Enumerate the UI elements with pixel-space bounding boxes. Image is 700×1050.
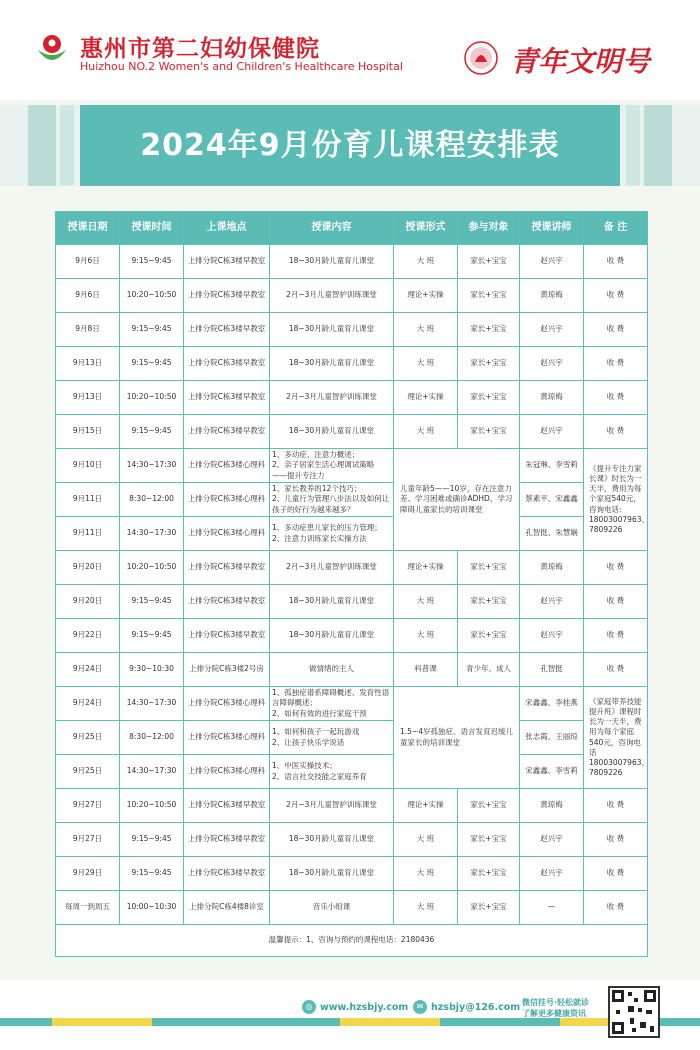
table-cell: 上排分院C栋3楼心理科 <box>184 755 270 789</box>
table-cell: 家长+宝宝 <box>458 381 520 415</box>
table-cell: 8:30~12:00 <box>120 721 184 755</box>
table-row <box>56 619 648 653</box>
table-row <box>56 789 648 823</box>
wechat-text <box>522 997 602 1019</box>
table-cell: 收 费 <box>584 381 648 415</box>
table-cell: 10:20~10:50 <box>120 381 184 415</box>
table-cell: 上排分院C栋3楼早教室 <box>184 619 270 653</box>
table-cell: 9:15~9:45 <box>120 415 184 449</box>
table-cell: 9:15~9:45 <box>120 823 184 857</box>
table-cell: 《家庭带养技能提升班》课程时长为一天半，费用为每个家庭540元，咨询电话18003007963、7809226 <box>584 687 648 789</box>
table-cell: 9月6日 <box>56 279 120 313</box>
table-cell: 9:30~10:30 <box>120 653 184 687</box>
table-cell: 9月11日 <box>56 483 120 517</box>
table-cell: 上排分院C栋3楼2号房 <box>184 653 270 687</box>
table-cell: 1、如何和孩子一起玩游戏 2、让孩子快乐学说话 <box>270 721 394 755</box>
tip-row <box>56 925 648 957</box>
table-cell: 收 费 <box>584 789 648 823</box>
table-cell: 18~30月龄儿童育儿课堂 <box>270 313 394 347</box>
table-cell: 理论+实操 <box>394 279 458 313</box>
website-link[interactable]: www.hzsbjy.com <box>320 1002 409 1013</box>
tip-text: 温馨提示：1、咨询与预约的课程电话：2180436 <box>56 925 648 957</box>
table-cell: 上排分院C栋3楼早教室 <box>184 415 270 449</box>
table-cell: 18~30月龄儿童育儿课堂 <box>270 585 394 619</box>
table-cell: 9:15~9:45 <box>120 585 184 619</box>
table-cell: 上排分院C栋3楼早教室 <box>184 789 270 823</box>
table-cell: 9:15~9:45 <box>120 347 184 381</box>
table-cell: 孔智挺、朱慧娴 <box>520 517 584 551</box>
table-cell: 9月24日 <box>56 687 120 721</box>
hospital-logo-icon <box>34 30 70 66</box>
table-cell: 家长+宝宝 <box>458 279 520 313</box>
table-cell: 9月27日 <box>56 823 120 857</box>
table-cell: 9月8日 <box>56 313 120 347</box>
header-cell: 授课形式 <box>394 212 458 245</box>
table-cell: 9:15~9:45 <box>120 245 184 279</box>
table-cell: 上排分院C栋3楼早教室 <box>184 857 270 891</box>
table-cell: 理论+实操 <box>394 381 458 415</box>
title-box <box>80 105 620 186</box>
table-body <box>56 245 648 957</box>
header-cell: 参与对象 <box>458 212 520 245</box>
table-cell: 9月25日 <box>56 755 120 789</box>
table-cell: 赵兴宇 <box>520 313 584 347</box>
table-cell: 1、多动症患儿家长的压力管理； 2、注意力训练家长实操方法 <box>270 517 394 551</box>
table-cell: 上排分院C栋4楼8诊室 <box>184 891 270 925</box>
table-cell: 大 班 <box>394 619 458 653</box>
table-cell: 收 费 <box>584 891 648 925</box>
table-cell: 9月27日 <box>56 789 120 823</box>
table-cell: 黄琼梅 <box>520 789 584 823</box>
table-cell: 大 班 <box>394 857 458 891</box>
table-cell: 收 费 <box>584 857 648 891</box>
brand-name: 青年文明号 <box>510 45 651 78</box>
table-row <box>56 891 648 925</box>
table-cell: 上排分院C栋3楼早教室 <box>184 381 270 415</box>
table-cell: 9月24日 <box>56 653 120 687</box>
table-cell: 10:00~10:30 <box>120 891 184 925</box>
table-cell: 宋鑫鑫、李桂燕 <box>520 687 584 721</box>
table-cell: 收 费 <box>584 347 648 381</box>
table-header-row <box>56 212 648 245</box>
table-row <box>56 653 648 687</box>
table-cell: 家长+宝宝 <box>458 585 520 619</box>
header-cell: 授课日期 <box>56 212 120 245</box>
table-row <box>56 381 648 415</box>
table-cell: 孔智挺 <box>520 653 584 687</box>
table-cell: 赵兴宇 <box>520 857 584 891</box>
table-cell: 上排分院C栋3楼早教室 <box>184 347 270 381</box>
table-cell: 大 班 <box>394 313 458 347</box>
table-cell: 家长+宝宝 <box>458 619 520 653</box>
table-row <box>56 347 648 381</box>
table-cell: 9月6日 <box>56 245 120 279</box>
table-cell: 朱冠琳、李雪莉 <box>520 449 584 483</box>
table-cell: 张志霞、王丽琼 <box>520 721 584 755</box>
table-cell: 上排分院C栋3楼心理科 <box>184 483 270 517</box>
table-cell: 上排分院C栋3楼早教室 <box>184 551 270 585</box>
table-cell: 18~30月龄儿童育儿课堂 <box>270 415 394 449</box>
table-cell: 收 费 <box>584 823 648 857</box>
table-cell: 家长+宝宝 <box>458 789 520 823</box>
table-row <box>56 517 648 551</box>
table-cell: 家长+宝宝 <box>458 347 520 381</box>
table-row <box>56 313 648 347</box>
table-cell: 黄琼梅 <box>520 279 584 313</box>
table-cell: 上排分院C栋3楼早教室 <box>184 279 270 313</box>
header-cell: 备 注 <box>584 212 648 245</box>
table-cell: 18~30月龄儿童育儿课堂 <box>270 619 394 653</box>
header-cell: 授课讲师 <box>520 212 584 245</box>
table-cell: 2月~3月儿童智护训练课堂 <box>270 381 394 415</box>
header-cell: 授课时间 <box>120 212 184 245</box>
table-cell: 收 费 <box>584 653 648 687</box>
table-cell: 黄琼梅 <box>520 551 584 585</box>
table-cell: 大 班 <box>394 891 458 925</box>
table-cell: 上排分院C栋3楼早教室 <box>184 823 270 857</box>
table-cell: — <box>520 891 584 925</box>
table-cell: 10:20~10:50 <box>120 551 184 585</box>
table-cell: 9月22日 <box>56 619 120 653</box>
hospital-name-cn: 惠州市第二妇幼保健院 <box>80 35 320 62</box>
header-cell: 上课地点 <box>184 212 270 245</box>
table-cell: 家长+宝宝 <box>458 891 520 925</box>
table-row <box>56 755 648 789</box>
table-cell: 大 班 <box>394 415 458 449</box>
table-cell: 1.5~4岁孤独症、语言发育迟缓儿童家长的培训课堂 <box>394 687 520 789</box>
email-link[interactable]: hzsbjy@126.com <box>431 1002 521 1013</box>
table-cell: 上排分院C栋3楼心理科 <box>184 687 270 721</box>
table-cell: 理论+实操 <box>394 789 458 823</box>
table-cell: 《提升专注力家长课》时长为一天半，费用为每个家庭540元，咨询电话：18003007963、7809226 <box>584 449 648 551</box>
table-cell: 音乐小组课 <box>270 891 394 925</box>
table-cell: 收 费 <box>584 313 648 347</box>
table-cell: 家长+宝宝 <box>458 245 520 279</box>
table-cell: 收 费 <box>584 245 648 279</box>
table-cell: 18~30月龄儿童育儿课堂 <box>270 823 394 857</box>
table-row <box>56 483 648 517</box>
footer-yellow-bar <box>52 1018 152 1026</box>
table-cell: 家长+宝宝 <box>458 415 520 449</box>
table-cell: 科普课 <box>394 653 458 687</box>
table-row <box>56 857 648 891</box>
table-cell: 大 班 <box>394 245 458 279</box>
table-cell: 收 费 <box>584 585 648 619</box>
table-cell: 大 班 <box>394 585 458 619</box>
table-cell: 9月29日 <box>56 857 120 891</box>
table-row <box>56 449 648 483</box>
table-cell: 9月20日 <box>56 585 120 619</box>
table-row <box>56 551 648 585</box>
table-cell: 收 费 <box>584 279 648 313</box>
table-row <box>56 415 648 449</box>
table-cell: 14:30~17:30 <box>120 755 184 789</box>
table-cell: 10:20~10:50 <box>120 789 184 823</box>
header-cell: 授课内容 <box>270 212 394 245</box>
table-row <box>56 823 648 857</box>
table-cell: 9:15~9:45 <box>120 619 184 653</box>
table-cell: 9月11日 <box>56 517 120 551</box>
hospital-name-en: Huizhou NO.2 Women's and Children's Healthcare Hospital <box>80 60 403 73</box>
table-cell: 10:20~10:50 <box>120 279 184 313</box>
table-cell: 9月13日 <box>56 347 120 381</box>
table-row <box>56 245 648 279</box>
footer-yellow-bar <box>340 1018 440 1026</box>
table-cell: 每周一到周五 <box>56 891 120 925</box>
table-cell: 大 班 <box>394 347 458 381</box>
left-stripe-thin <box>60 105 74 186</box>
globe-icon: ◎ <box>302 1000 316 1014</box>
table-cell: 家长+宝宝 <box>458 823 520 857</box>
table-cell: 家长+宝宝 <box>458 857 520 891</box>
table-cell: 14:30~17:30 <box>120 687 184 721</box>
table-cell: 家长+宝宝 <box>458 551 520 585</box>
table-cell: 上排分院C栋3楼心理科 <box>184 449 270 483</box>
table-cell: 上排分院C栋3楼早教室 <box>184 585 270 619</box>
table-cell: 2月~3月儿童智护训练课堂 <box>270 551 394 585</box>
table-cell: 大 班 <box>394 823 458 857</box>
table-cell: 9月20日 <box>56 551 120 585</box>
table-cell: 1、中医实操技术； 2、语言社交技能之家庭养育 <box>270 755 394 789</box>
table-cell: 9月10日 <box>56 449 120 483</box>
table-cell: 赵兴宇 <box>520 823 584 857</box>
table-cell: 14:30~17:30 <box>120 449 184 483</box>
table-cell: 做情绪的主人 <box>270 653 394 687</box>
table-cell: 9:15~9:45 <box>120 857 184 891</box>
table-cell: 18~30月龄儿童育儿课堂 <box>270 347 394 381</box>
right-stripe-thin <box>626 105 640 186</box>
page-title: 2024年9月份育儿课程安排表 <box>140 128 560 163</box>
table-cell: 1、多动症、注意力概述； 2、亲子居家生活心理调试策略 ——提升专注力 <box>270 449 394 483</box>
table-cell: 2月~3月儿童智护训练课堂 <box>270 789 394 823</box>
table-cell: 9月25日 <box>56 721 120 755</box>
table-cell: 上排分院C栋3楼早教室 <box>184 313 270 347</box>
schedule-table-wrap <box>55 211 647 957</box>
youth-civilization-logo-icon <box>463 40 499 76</box>
table-cell: 18~30月龄儿童育儿课堂 <box>270 857 394 891</box>
table-cell: 上排分院C栋3楼早教室 <box>184 245 270 279</box>
left-stripe <box>28 105 56 186</box>
table-cell: 青少年、成人 <box>458 653 520 687</box>
table-cell: 1、孤独症谱系障碍概述、发育性语言障碍概述； 2、如何有效的进行家庭干预 <box>270 687 394 721</box>
table-cell: 赵兴宇 <box>520 347 584 381</box>
wechat-line1: 微信挂号·轻松就诊 <box>522 998 590 1007</box>
table-cell: 赵兴宇 <box>520 245 584 279</box>
table-row <box>56 687 648 721</box>
table-cell: 收 费 <box>584 619 648 653</box>
table-row <box>56 585 648 619</box>
table-cell: 收 费 <box>584 551 648 585</box>
table-cell: 14:30~17:30 <box>120 517 184 551</box>
mail-icon: ✉ <box>413 1000 427 1014</box>
table-cell: 赵兴宇 <box>520 585 584 619</box>
table-cell: 理论+实操 <box>394 551 458 585</box>
table-cell: 2月~3月儿童智护训练课堂 <box>270 279 394 313</box>
table-cell: 9月15日 <box>56 415 120 449</box>
table-row <box>56 721 648 755</box>
header <box>0 0 700 100</box>
right-stripe <box>644 105 672 186</box>
table-cell: 上排分院C栋3楼心理科 <box>184 517 270 551</box>
table-cell: 9月13日 <box>56 381 120 415</box>
table-cell: 蔡素平、宋鑫鑫 <box>520 483 584 517</box>
table-cell: 赵兴宇 <box>520 619 584 653</box>
table-cell: 黄琼梅 <box>520 381 584 415</box>
table-cell: 1、家长教养的12个技巧； 2、儿童行为管理八步法以及如何让孩子的好行为越来越多？ <box>270 483 394 517</box>
schedule-table <box>55 211 648 957</box>
table-cell: 9:15~9:45 <box>120 313 184 347</box>
table-cell: 8:30~12:00 <box>120 483 184 517</box>
table-cell: 宋鑫鑫、李雪莉 <box>520 755 584 789</box>
wechat-line2: 了解更多健康资讯 <box>522 1009 586 1019</box>
table-cell: 儿童年龄5——10岁，存在注意力差、学习困难或确诊ADHD、学习障碍儿童家长的培训课堂 <box>394 449 520 551</box>
table-cell: 赵兴宇 <box>520 415 584 449</box>
table-cell: 收 费 <box>584 415 648 449</box>
table-cell: 上排分院C栋3楼心理科 <box>184 721 270 755</box>
table-cell: 家长+宝宝 <box>458 313 520 347</box>
qr-code-icon[interactable] <box>608 986 660 1038</box>
table-cell: 18~30月龄儿童育儿课堂 <box>270 245 394 279</box>
table-row <box>56 279 648 313</box>
